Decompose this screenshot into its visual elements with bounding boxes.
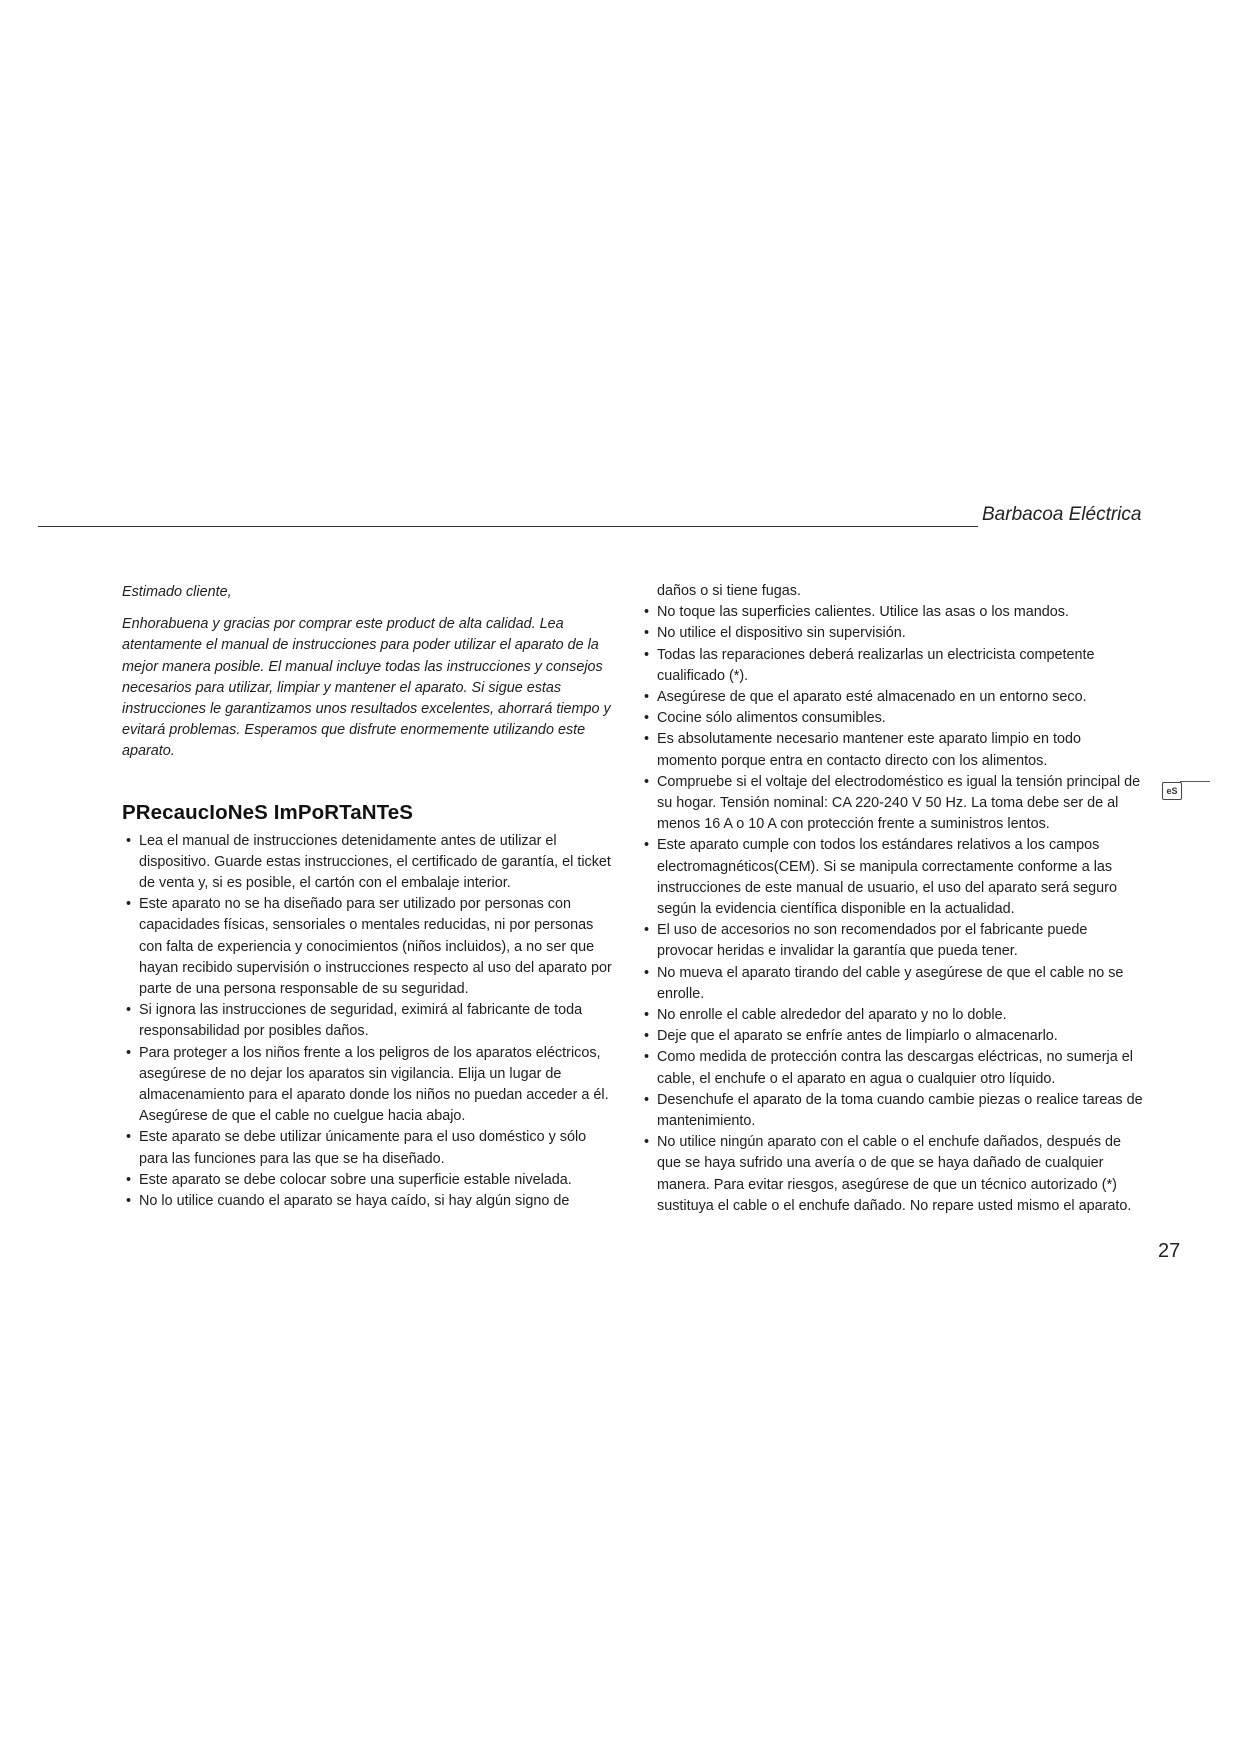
salutation: Estimado cliente, <box>122 584 232 600</box>
list-item: • Este aparato cumple con todos los estándares relativos a los campos electromagnéticos(CEM). Si se manipula correctamente conforme a las instrucciones de este manual de usuario, el uso del aparato será seguro según la evidencia científica disponible en la actualidad. <box>644 835 1144 920</box>
list-item: • Si ignora las instrucciones de seguridad, eximirá al fabricante de toda responsabilidad por posibles daños. <box>122 1000 612 1042</box>
list-item: • Asegúrese de que el aparato esté almacenado en un entorno seco. <box>644 687 1144 708</box>
precautions-list-left <box>122 831 612 1213</box>
list-item: • Este aparato no se ha diseñado para ser utilizado por personas con capacidades físicas, sensoriales o mentales reducidas, ni por personas con falta de experiencia y conocimientos (niños incluidos), a no ser que hayan recibido supervisión o instrucciones respecto al uso del aparato por parte de una persona responsable de su seguridad. <box>122 894 612 1000</box>
intro-paragraph: Enhorabuena y gracias por comprar este product de alta calidad. Lea atentamente el manual de instrucciones para poder utilizar el aparato de la mejor manera posible. El manual incluye todas las instrucciones y consejos necesarios para utilizar, limpiar y mantener el aparato. Si sigue estas instrucciones le garantizamos unos resultados excelentes, ahorrará tiempo y evitará problemas. Esperamos que disfrute enormemente utilizando este aparato. <box>122 616 611 760</box>
list-item: • Todas las reparaciones deberá realizarlas un electricista competente cualificado (*). <box>644 645 1144 687</box>
language-tab: eS <box>1162 782 1182 800</box>
list-item: • Lea el manual de instrucciones detenidamente antes de utilizar el dispositivo. Guarde estas instrucciones, el certificado de garantía, el ticket de venta y, si es posible, el cartón con el embalaje interior. <box>122 831 612 895</box>
list-item: • Compruebe si el voltaje del electrodoméstico es igual la tensión principal de su hogar. Tensión nominal: CA 220-240 V 50 Hz. La toma debe ser de al menos 16 A o 10 A con protección frente a suministros lentos. <box>644 772 1144 836</box>
list-item: • Cocine sólo alimentos consumibles. <box>644 708 1144 729</box>
language-tab-line <box>1180 781 1210 782</box>
list-item: • Este aparato se debe colocar sobre una superficie estable nivelada. <box>122 1170 612 1191</box>
left-column <box>122 582 612 1212</box>
list-item: • No utilice ningún aparato con el cable o el enchufe dañados, después de que se haya sufrido una avería o de que se haya dañado de cualquier manera. Para evitar riesgos, asegúrese de que un técnico autorizado (*) sustituya el cable o el enchufe dañado. No repare usted mismo el aparato. <box>644 1132 1144 1217</box>
list-item: • No enrolle el cable alrededor del aparato y no lo doble. <box>644 1005 1144 1026</box>
right-column <box>644 581 1144 1217</box>
header-rule <box>38 526 978 527</box>
list-item: • Es absolutamente necesario mantener este aparato limpio en todo momento porque entra en contacto directo con los alimentos. <box>644 729 1144 771</box>
list-item: • Desenchufe el aparato de la toma cuando cambie piezas o realice tareas de mantenimiento. <box>644 1090 1144 1132</box>
continued-text: daños o si tiene fugas. <box>657 583 802 599</box>
list-item: • Como medida de protección contra las descargas eléctricas, no sumerja el cable, el enchufe o el aparato en agua o cualquier otro líquido. <box>644 1047 1144 1089</box>
list-item: • Deje que el aparato se enfríe antes de limpiarlo o almacenarlo. <box>644 1026 1144 1047</box>
document-title: Barbacoa Eléctrica <box>982 504 1142 525</box>
precautions-list-right <box>644 602 1144 1217</box>
section-heading: PRecaucIoNeS ImPoRTaNTeS <box>122 800 414 824</box>
list-item: • El uso de accesorios no son recomendados por el fabricante puede provocar heridas e invalidar la garantía que pueda tener. <box>644 920 1144 962</box>
list-item: • No toque las superficies calientes. Utilice las asas o los mandos. <box>644 602 1144 623</box>
list-item: • No lo utilice cuando el aparato se haya caído, si hay algún signo de <box>122 1191 612 1212</box>
list-item: • Para proteger a los niños frente a los peligros de los aparatos eléctricos, asegúrese de no dejar los aparatos sin vigilancia. Elija un lugar de almacenamiento para el aparato donde los niños no puedan acceder a él. Asegúrese de que el cable no cuelgue hacia abajo. <box>122 1043 612 1128</box>
page-number: 27 <box>1158 1240 1181 1262</box>
list-item: • Este aparato se debe utilizar únicamente para el uso doméstico y sólo para las funciones para las que se ha diseñado. <box>122 1127 612 1169</box>
list-item: • No mueva el aparato tirando del cable y asegúrese de que el cable no se enrolle. <box>644 963 1144 1005</box>
list-item: • No utilice el dispositivo sin supervisión. <box>644 623 1144 644</box>
